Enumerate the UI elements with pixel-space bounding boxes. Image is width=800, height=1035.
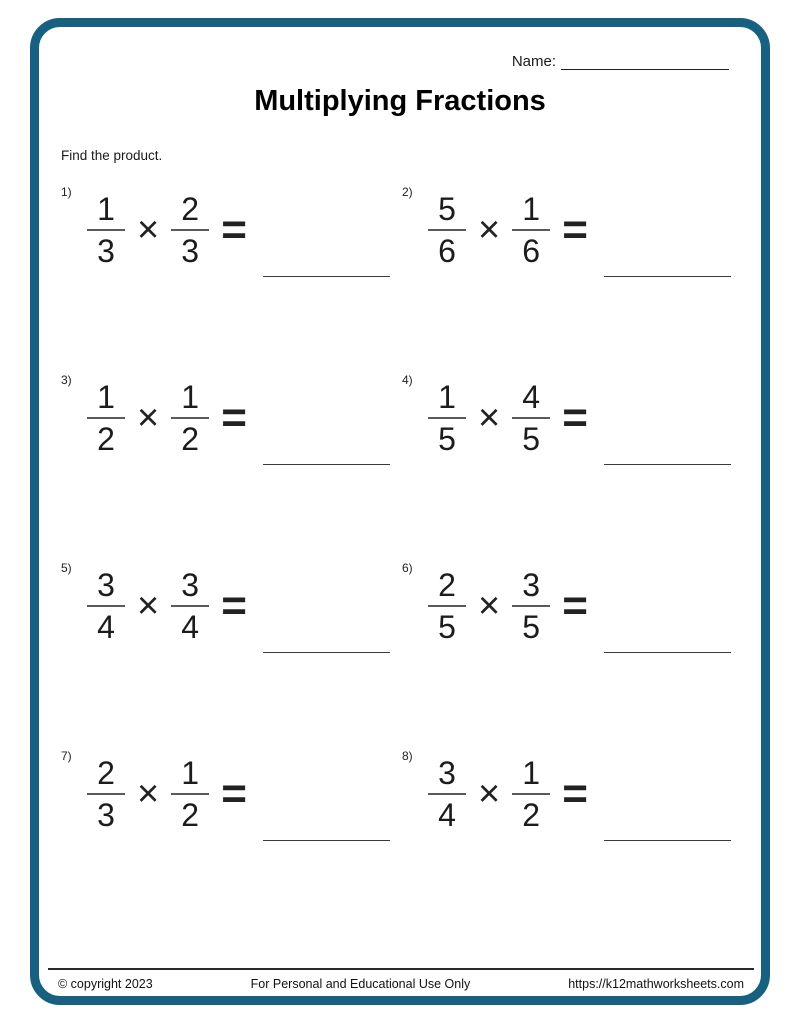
answer-blank[interactable] — [263, 276, 390, 277]
answer-blank[interactable] — [604, 276, 731, 277]
equation — [87, 193, 402, 267]
answer-blank[interactable] — [263, 464, 390, 465]
problems-grid — [61, 185, 761, 937]
numerator: 2 — [438, 567, 456, 603]
equals-sign: = — [562, 393, 588, 442]
problem-number: 4) — [402, 373, 413, 387]
fraction-1 — [87, 569, 125, 643]
fraction-1 — [428, 569, 466, 643]
instruction-text: Find the product. — [61, 148, 163, 163]
fraction-bar — [87, 417, 125, 419]
website-link[interactable]: https://k12mathworksheets.com — [568, 977, 744, 991]
denominator: 3 — [97, 797, 115, 833]
numerator: 1 — [522, 755, 541, 791]
equals-sign: = — [221, 581, 247, 630]
fraction-bar — [87, 605, 125, 607]
problem-number: 5) — [61, 561, 72, 575]
equals-sign: = — [221, 769, 247, 818]
fraction-1 — [428, 757, 466, 831]
fraction-bar — [512, 229, 550, 231]
numerator: 1 — [97, 379, 115, 415]
equation — [428, 757, 761, 831]
answer-blank[interactable] — [604, 652, 731, 653]
page-title: Multiplying Fractions — [254, 85, 546, 117]
fraction-bar — [171, 229, 209, 231]
equation — [87, 569, 402, 643]
fraction-2 — [512, 757, 550, 831]
times-sign: × — [478, 396, 501, 439]
fraction-1 — [428, 193, 466, 267]
equation — [87, 381, 402, 455]
times-sign: × — [137, 772, 160, 815]
fraction-bar — [512, 793, 550, 795]
name-blank[interactable] — [561, 55, 729, 70]
fraction-2 — [171, 569, 209, 643]
footer — [48, 968, 754, 991]
equation — [428, 193, 761, 267]
fraction-1 — [87, 757, 125, 831]
denominator: 3 — [97, 233, 115, 269]
denominator: 6 — [438, 233, 456, 269]
denominator: 2 — [97, 421, 115, 457]
equals-sign: = — [221, 393, 247, 442]
denominator: 5 — [522, 609, 541, 645]
fraction-2 — [171, 193, 209, 267]
fraction-1 — [87, 193, 125, 267]
fraction-2 — [171, 381, 209, 455]
denominator: 2 — [181, 421, 200, 457]
denominator: 4 — [181, 609, 200, 645]
usage-text: For Personal and Educational Use Only — [250, 977, 471, 991]
numerator: 1 — [438, 379, 456, 415]
problem-number: 8) — [402, 749, 413, 763]
problem-number: 1) — [61, 185, 72, 199]
numerator: 3 — [522, 567, 541, 603]
fraction-bar — [87, 229, 125, 231]
problem-6 — [402, 561, 761, 657]
denominator: 2 — [522, 797, 541, 833]
fraction-bar — [428, 793, 466, 795]
footer-row — [48, 977, 754, 991]
problem-8 — [402, 749, 761, 845]
name-label: Name: — [511, 53, 556, 70]
denominator: 2 — [181, 797, 200, 833]
fraction-2 — [171, 757, 209, 831]
fraction-bar — [512, 605, 550, 607]
worksheet-border — [30, 18, 770, 1005]
equation — [87, 757, 402, 831]
equals-sign: = — [562, 769, 588, 818]
problem-3 — [61, 373, 402, 469]
times-sign: × — [478, 584, 501, 627]
fraction-bar — [428, 229, 466, 231]
fraction-2 — [512, 193, 550, 267]
equals-sign: = — [562, 205, 588, 254]
denominator: 5 — [438, 609, 456, 645]
answer-blank[interactable] — [604, 840, 731, 841]
fraction-bar — [87, 793, 125, 795]
copyright-text: © copyright 2023 — [58, 977, 153, 991]
problem-4 — [402, 373, 761, 469]
problem-7 — [61, 749, 402, 845]
problem-5 — [61, 561, 402, 657]
numerator: 1 — [522, 191, 541, 227]
problem-number: 3) — [61, 373, 72, 387]
fraction-bar — [171, 793, 209, 795]
problem-number: 6) — [402, 561, 413, 575]
numerator: 3 — [438, 755, 456, 791]
equation — [428, 569, 761, 643]
fraction-bar — [171, 417, 209, 419]
numerator: 1 — [181, 379, 200, 415]
equation — [428, 381, 761, 455]
fraction-bar — [512, 417, 550, 419]
numerator: 2 — [97, 755, 115, 791]
denominator: 3 — [181, 233, 200, 269]
problem-1 — [61, 185, 402, 281]
fraction-bar — [428, 605, 466, 607]
numerator: 1 — [181, 755, 200, 791]
numerator: 4 — [522, 379, 541, 415]
times-sign: × — [137, 208, 160, 251]
answer-blank[interactable] — [263, 652, 390, 653]
answer-blank[interactable] — [263, 840, 390, 841]
equals-sign: = — [221, 205, 247, 254]
equals-sign: = — [562, 581, 588, 630]
answer-blank[interactable] — [604, 464, 731, 465]
name-row — [39, 53, 729, 70]
numerator: 3 — [181, 567, 200, 603]
fraction-2 — [512, 569, 550, 643]
numerator: 1 — [97, 191, 115, 227]
problem-number: 7) — [61, 749, 72, 763]
times-sign: × — [137, 396, 160, 439]
fraction-1 — [428, 381, 466, 455]
fraction-2 — [512, 381, 550, 455]
denominator: 5 — [438, 421, 456, 457]
fraction-bar — [428, 417, 466, 419]
denominator: 4 — [438, 797, 456, 833]
fraction-bar — [171, 605, 209, 607]
times-sign: × — [478, 208, 501, 251]
numerator: 5 — [438, 191, 456, 227]
numerator: 3 — [97, 567, 115, 603]
times-sign: × — [137, 584, 160, 627]
fraction-1 — [87, 381, 125, 455]
denominator: 5 — [522, 421, 541, 457]
problem-2 — [402, 185, 761, 281]
problem-number: 2) — [402, 185, 413, 199]
denominator: 6 — [522, 233, 541, 269]
denominator: 4 — [97, 609, 115, 645]
times-sign: × — [478, 772, 501, 815]
numerator: 2 — [181, 191, 200, 227]
